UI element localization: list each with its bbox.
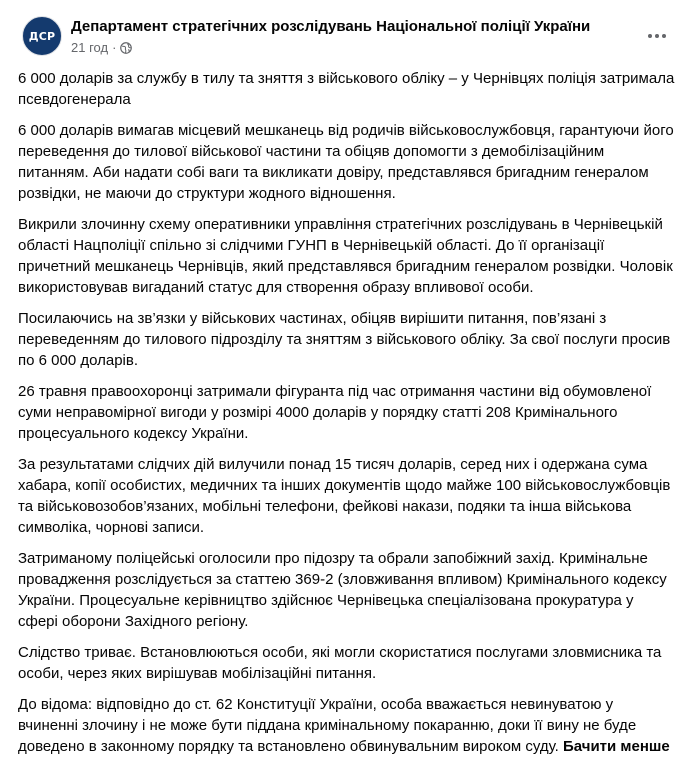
post-paragraph: Викрили злочинну схему оперативники управління стратегічних розслідувань в Чернівецькій області Нацполіції спільно зі слідчими ГУНП в Чернівецькій області. До її організації причетний мешканець Чернівців, який представлявся бригадним генералом розвідки. Чоловік використовував вигаданий статус для створення образу впливової особи. <box>18 216 673 296</box>
avatar-text: ДСР <box>28 29 56 43</box>
meta-separator: · <box>112 40 117 55</box>
post-text <box>18 68 683 757</box>
post-meta <box>71 40 132 55</box>
see-less-link[interactable]: Бачити менше <box>563 738 670 755</box>
avatar[interactable] <box>22 16 62 56</box>
more-options-button[interactable] <box>639 22 675 50</box>
author-name[interactable]: Департамент стратегічних розслідувань Національної поліції України <box>71 18 591 35</box>
post-paragraph: За результатами слідчих дій вилучили понад 15 тисяч доларів, серед них і одержана сума хабара, копії особистих, медичних та інших документів щодо майже 100 військовослужбовців та військовозобов’язаних, мобільні телефони, фейкові накази, подяки та інша військова символіка, чорнові записи. <box>18 456 671 536</box>
post-paragraph: 6 000 доларів за службу в тилу та зняття з військового обліку – у Чернівцях поліція затримала псевдогенерала <box>18 70 675 108</box>
post-paragraph: 26 травня правоохоронці затримали фігуранта під час отримання частини від обумовленої суми неправомірної вигоди у розмірі 4000 доларів у порядку статті 208 Кримінального процесуального кодексу України. <box>18 383 652 442</box>
post-paragraph-last <box>18 694 675 757</box>
post-time[interactable]: 21 год <box>71 40 109 55</box>
post-paragraph: Посилаючись на зв’язки у військових частинах, обіцяв вирішити питання, пов’язані з переведенням до тилового підрозділу та зняттям з військового обліку. За свої послуги просив по 6 000 доларів. <box>18 310 671 369</box>
more-icon <box>648 34 666 38</box>
globe-icon[interactable] <box>120 42 132 54</box>
post-paragraph: 6 000 доларів вимагав місцевий мешканець від родичів військовослужбовця, гарантуючи його переведення до тилової військової частини та обіцяв допомогти з демобілізаційним питанням. Аби надати собі ваги та викликати довіру, представлявся бригадним генералом розвідки, не маючи до структури жодного відношення. <box>18 122 674 202</box>
post-paragraph: Слідство триває. Встановлюються особи, які могли скористатися послугами зловмисника та особи, через яких вирішував мобілізаційні питання. <box>18 644 662 682</box>
post-paragraph: Затриманому поліцейські оголосили про підозру та обрали запобіжний захід. Кримінальне провадження розслідується за статтею 369-2 (зловживання впливом) Кримінального кодексу України. Процесуальне керівництво здійснює Чернівецька спеціалізована прокуратура у сфері оборони Західного регіону. <box>18 550 667 630</box>
post-header <box>18 0 683 68</box>
post-paragraph-text: До відома: відповідно до ст. 62 Конституції України, особа вважається невинуватою у вчиненні злочину і не може бути піддана кримінальному покаранню, доки її вину не буде доведено в законному порядку та встановлено обвинувальним вироком суду. <box>18 696 637 755</box>
